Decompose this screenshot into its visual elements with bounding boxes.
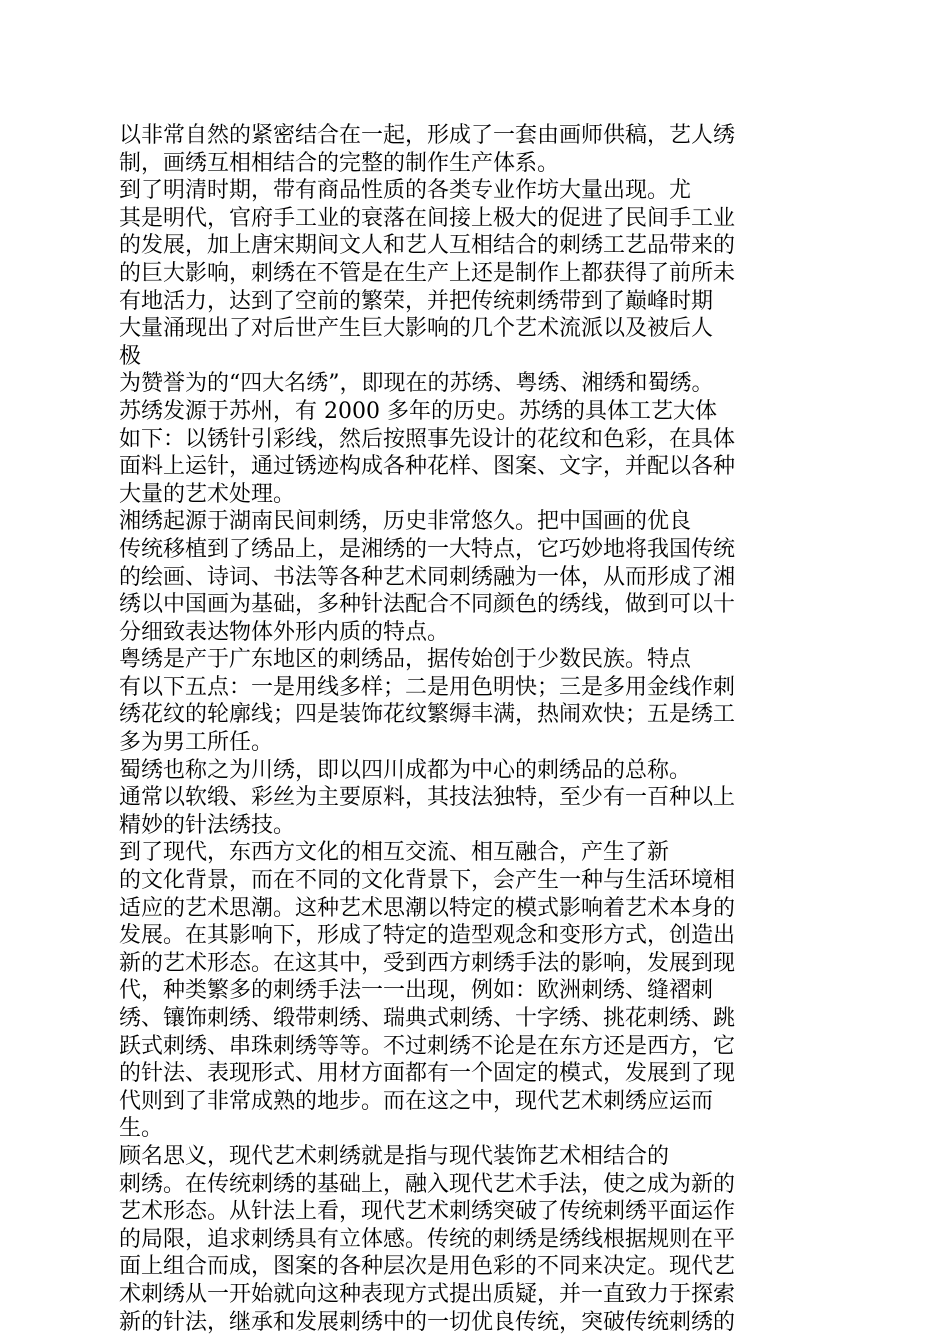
text-line: 发展。在其影响下，形成了特定的造型观念和变形方式，创造出 [119, 923, 736, 949]
text-line: 湘绣起源于湖南民间刺绣，历史非常悠久。把中国画的优良 [119, 509, 692, 535]
text-line: 顾名思义，现代艺术刺绣就是指与现代装饰艺术相结合的 [119, 1143, 670, 1169]
text-line: 蜀绣也称之为川绣，即以四川成都为中心的刺绣品的总称。 [119, 757, 692, 783]
text-line: 粤绣是产于广东地区的刺绣品，据传始创于少数民族。特点 [119, 647, 692, 673]
text-line: 绣花纹的轮廓线；四是装饰花纹繁缛丰满，热闹欢快；五是绣工 [119, 702, 736, 728]
text-line: 制，画绣互相相结合的完整的制作生产体系。 [119, 150, 560, 176]
text-line: 代则到了非常成熟的地步。而在这之中，现代艺术刺绣应运而 [119, 1088, 714, 1114]
text-line: 新的针法，继承和发展刺绣中的一切优良传统，突破传统刺绣的 [119, 1309, 736, 1335]
text-line: 如下：以锈针引彩线，然后按照事先设计的花纹和色彩，在具体 [119, 426, 736, 452]
text-line: 的局限，追求刺绣具有立体感。传统的刺绣是绣线根据规则在平 [119, 1226, 736, 1252]
text-line: 跃式刺绣、串珠刺绣等等。不过刺绣不论是在东方还是西方，它 [119, 1033, 736, 1059]
text-line: 传统移植到了绣品上，是湘绣的一大特点，它巧妙地将我国传统 [119, 536, 736, 562]
text-line: 的发展，加上唐宋期间文人和艺人互相结合的刺绣工艺品带来的 [119, 233, 736, 259]
text-line: 生。 [119, 1116, 164, 1142]
body-text [119, 122, 819, 1336]
text-line: 绣、镶饰刺绣、缎带刺绣、瑞典式刺绣、十字绣、挑花刺绣、跳 [119, 1006, 736, 1031]
text-line: 到了现代，东西方文化的相互交流、相互融合，产生了新 [119, 840, 670, 866]
text-line: 有地活力，达到了空前的繁荣，并把传统刺绣带到了巅峰时期 [119, 288, 714, 314]
text-line: 面料上运针，通过锈迹构成各种花样、图案、文字，并配以各种 [119, 454, 736, 480]
text-line: 代，种类繁多的刺绣手法一一出现，例如：欧洲刺绣、缝褶刺 [119, 978, 714, 1004]
text-line: 到了明清时期，带有商品性质的各类专业作坊大量出现。尤 [119, 178, 692, 204]
text-line: 大量的艺术处理。 [119, 481, 296, 507]
text-line: 精妙的针法绣技。 [119, 812, 296, 838]
text-line: 其是明代，官府手工业的衰落在间接上极大的促进了民间手工业 [119, 205, 736, 231]
text-line: 新的艺术形态。在这其中，受到西方刺绣手法的影响，发展到现 [119, 950, 736, 976]
text-line: 有以下五点：一是用线多样；二是用色明快；三是多用金线作刺 [119, 674, 736, 700]
text-line: 极 [119, 343, 142, 369]
text-line: 术刺绣从一开始就向这种表现方式提出质疑，并一直致力于探索 [119, 1281, 736, 1307]
text-line: 的巨大影响，刺绣在不管是在生产上还是制作上都获得了前所未 [119, 260, 736, 286]
text-line: 的文化背景，而在不同的文化背景下，会产生一种与生活环境相 [119, 868, 736, 894]
text-line: 分细致表达物体外形内质的特点。 [119, 619, 450, 645]
text-line: 通常以软缎、彩丝为主要原料，其技法独特，至少有一百种以上 [119, 785, 736, 811]
text-line: 刺绣。在传统刺绣的基础上，融入现代艺术手法，使之成为新的 [119, 1171, 736, 1197]
text-line: 多为男工所任。 [119, 730, 274, 756]
text-line: 艺术形态。从针法上看，现代艺术刺绣突破了传统刺绣平面运作 [119, 1199, 736, 1225]
text-line: 以非常自然的紧密结合在一起，形成了一套由画师供稿，艺人绣 [119, 123, 736, 148]
text-line: 大量涌现出了对后世产生巨大影响的几个艺术流派以及被后人 [119, 316, 714, 342]
text-line: 的绘画、诗词、书法等各种艺术同刺绣融为一体，从而形成了湘 [119, 564, 736, 590]
text-line: 的针法、表现形式、用材方面都有一个固定的模式，发展到了现 [119, 1061, 736, 1087]
text-line: 适应的艺术思潮。这种艺术思潮以特定的模式影响着艺术本身的 [119, 895, 736, 921]
text-line: 苏绣发源于苏州，有 2000 多年的历史。苏绣的具体工艺大体 [119, 398, 717, 424]
text-line: 面上组合而成，图案的各种层次是用色彩的不同来决定。现代艺 [119, 1254, 736, 1280]
text-line: 为赞誉为的“四大名绣”，即现在的苏绣、粤绣、湘绣和蜀绣。 [119, 371, 714, 397]
text-line: 绣以中国画为基础，多种针法配合不同颜色的绣线，做到可以十 [119, 592, 736, 618]
